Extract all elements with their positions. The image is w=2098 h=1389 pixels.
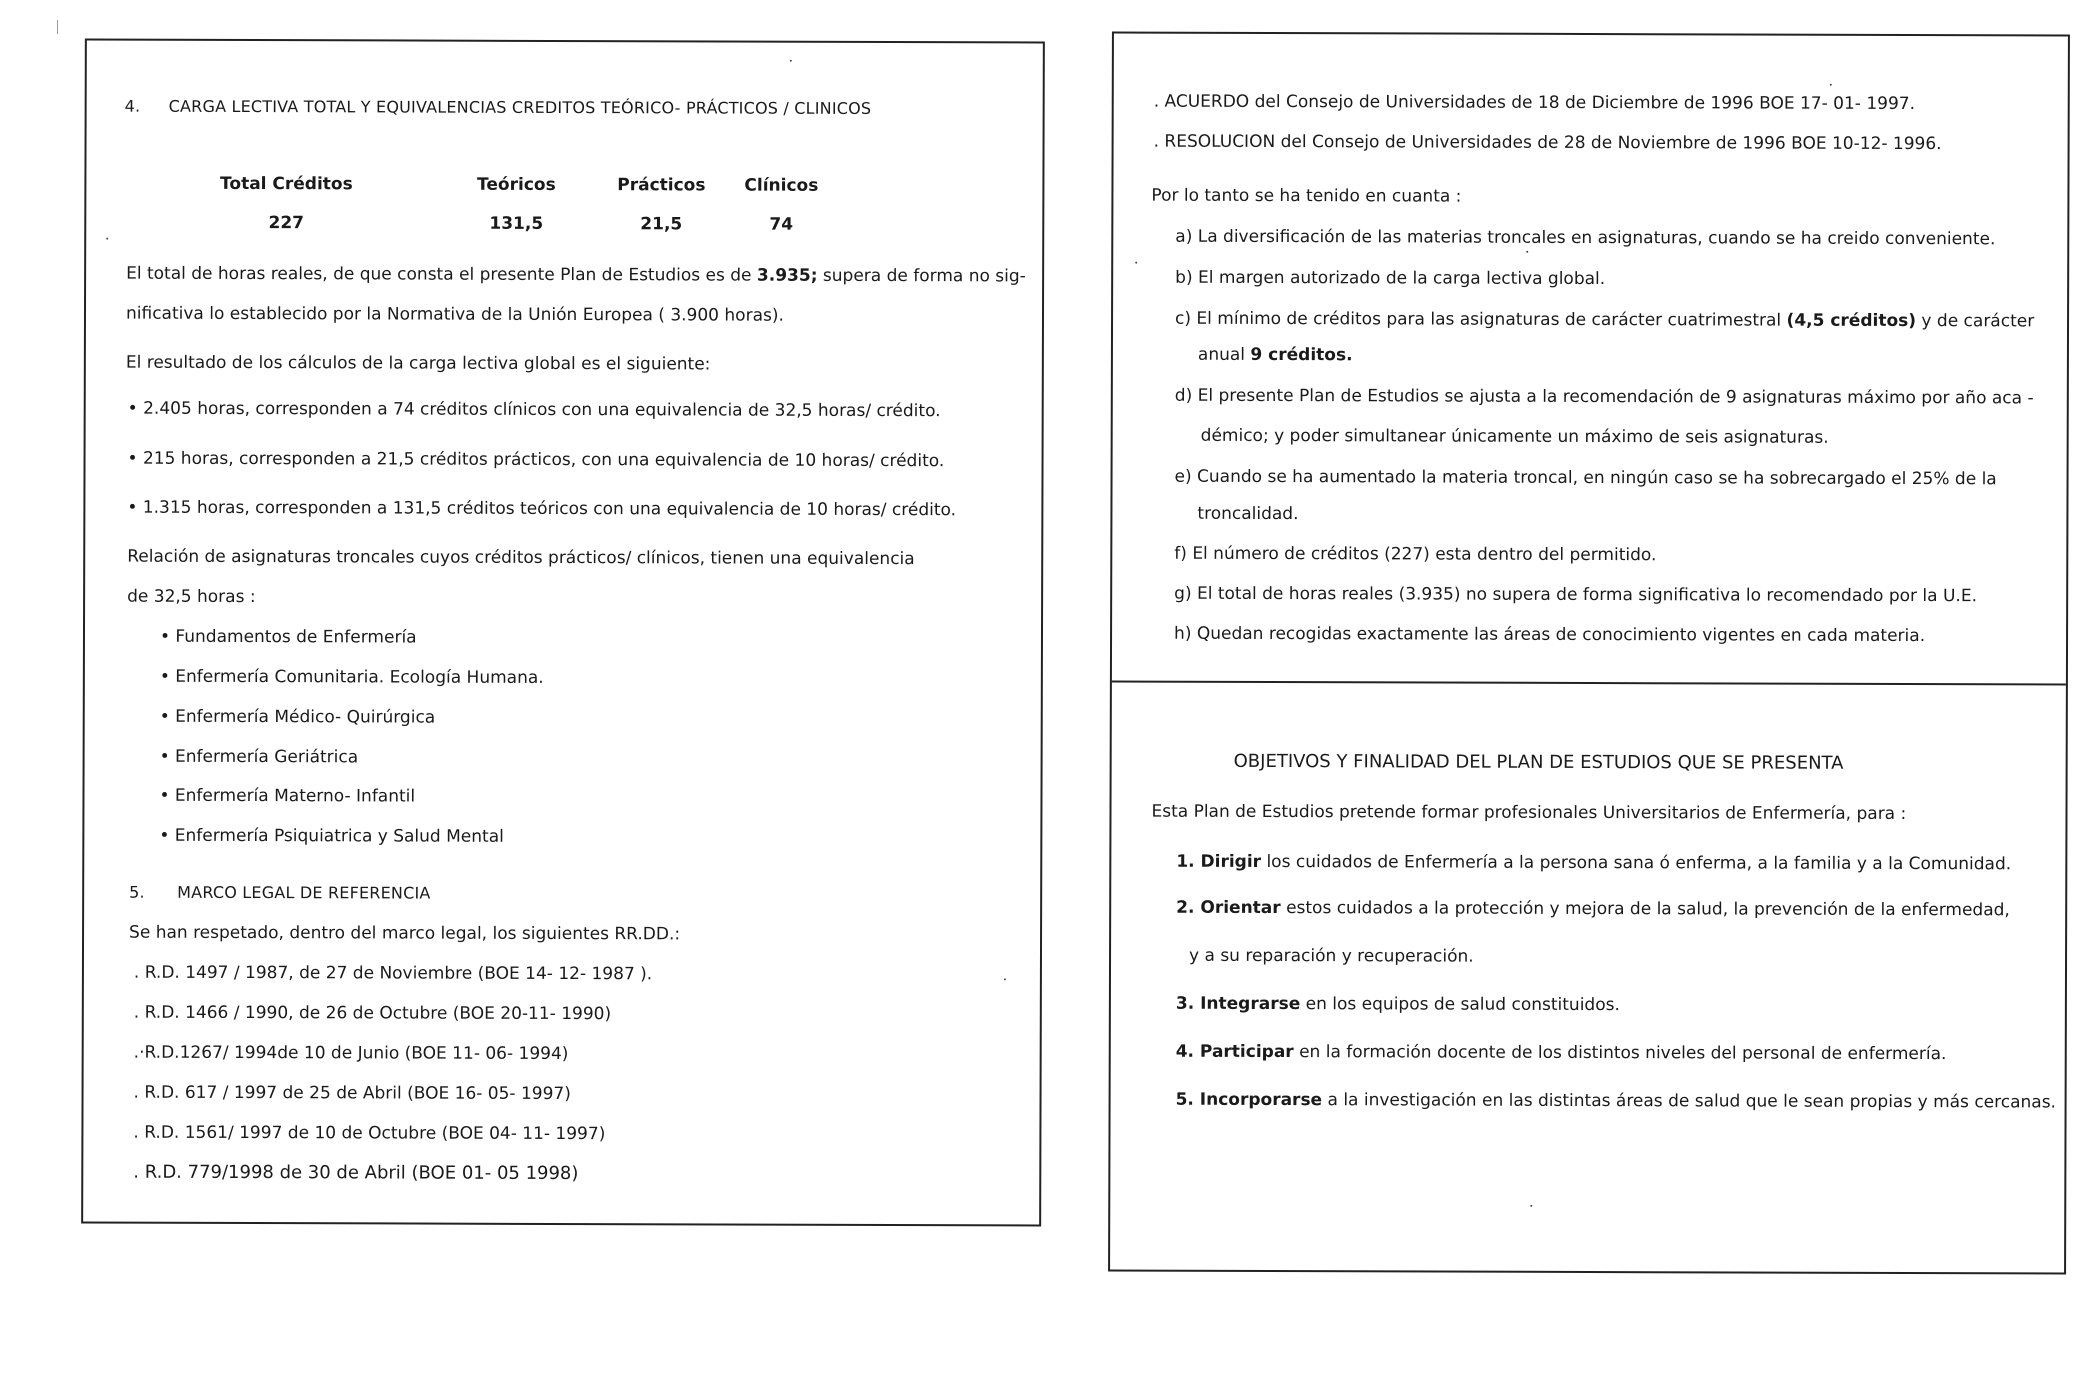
consideration-a: a) La diversificación de las materias troncales en asignaturas, cuando se ha creido conveniente. [1175, 226, 1996, 250]
section-4-number: 4. [124, 96, 141, 116]
subject-item: • Enfermería Psiquiatrica y Salud Mental [159, 825, 504, 847]
total-hours-value: 3.935; [756, 265, 818, 286]
objective-verb: 3. Integrarse [1175, 993, 1301, 1015]
objective-text: y a su reparación y recuperación. [1189, 945, 1474, 967]
value-total-credits: 227 [268, 213, 305, 234]
scan-speck [106, 238, 108, 240]
objective-verb: 4. Participar [1175, 1041, 1294, 1063]
consideration-d-cont: démico; y poder simultanear únicamente un máximo de seis asignaturas. [1200, 425, 1829, 448]
consideration-e: e) Cuando se ha aumentado la materia troncal, en ningún caso se ha sobrecargado el 25% de la [1174, 466, 1997, 490]
consideration-f: f) El número de créditos (227) esta dentro del permitido. [1174, 543, 1657, 566]
objective-text: en los equipos de salud constituidos. [1300, 994, 1620, 1016]
decree-item: . R.D. 1466 / 1990, de 26 de Octubre (BOE 20-11- 1990) [133, 1002, 612, 1025]
objective-text: en la formación docente de los distintos niveles del personal de enfermería. [1293, 1042, 1947, 1065]
section-5-title: MARCO LEGAL DE REFERENCIA [177, 882, 431, 903]
header-practice: Prácticos [617, 175, 706, 196]
consideration-e-cont: troncalidad. [1197, 503, 1299, 525]
objective-item [1176, 1090, 2056, 1113]
section-divider [1112, 681, 2066, 686]
hours-bullet-clinical: • 2.405 horas, corresponden a 74 créditos clínicos con una equivalencia de 32,5 horas/ crédito. [127, 398, 941, 422]
objective-text: estos cuidados a la protección y mejora de la salud, la prevención de la enfermedad, [1280, 898, 2010, 921]
objective-text: los cuidados de Enfermería a la persona sana ó enferma, a la familia y a la Comunidad. [1261, 851, 2012, 875]
consideration-b: b) El margen autorizado de la carga lectiva global. [1175, 267, 1606, 290]
agreement-item: . ACUERDO del Consejo de Universidades de 18 de Diciembre de 1996 BOE 17- 01- 1997. [1153, 91, 1916, 115]
consideration-c-cont [1198, 345, 1353, 365]
left-page [81, 38, 1045, 1226]
objective-item-cont [1189, 946, 1474, 967]
subjects-intro: Relación de asignaturas troncales cuyos créditos prácticos/ clínicos, tienen una equivalencia [127, 546, 915, 570]
objective-verb: 2. Orientar [1176, 897, 1281, 919]
header-total-credits: Total Créditos [220, 173, 353, 195]
consideration-g: g) El total de horas reales (3.935) no supera de forma significativa lo recomendado por la U.E. [1174, 583, 1978, 607]
hours-bullet-theory: • 1.315 horas, corresponden a 131,5 créditos teóricos con una equivalencia de 10 horas/ crédito. [127, 497, 957, 521]
scan-speck [1526, 251, 1528, 253]
credits-value: 9 créditos. [1250, 344, 1353, 366]
objective-item [1176, 852, 2011, 875]
credits-value: (4,5 créditos) [1786, 310, 1917, 332]
value-theory: 131,5 [489, 213, 544, 234]
header-clinical: Clínicos [744, 175, 819, 196]
considerations-intro: Por lo tanto se ha tenido en cuanta : [1151, 185, 1462, 207]
scan-speck [1135, 262, 1137, 264]
calculation-intro: El resultado de los cálculos de la carga lectiva global es el siguiente: [125, 352, 711, 375]
decree-item: . R.D. 617 / 1997 de 25 de Abril (BOE 16- 05- 1997) [133, 1082, 571, 1105]
scan-speck [1530, 1205, 1532, 1207]
scan-edge-mark [57, 20, 58, 34]
scan-speck [1830, 84, 1832, 86]
decree-item: . R.D. 779/1998 de 30 de Abril (BOE 01- 05 1998) [133, 1161, 579, 1185]
hours-bullet-practical: • 215 horas, corresponden a 21,5 créditos prácticos, con una equivalencia de 10 horas/ crédito. [127, 448, 945, 472]
consideration-c [1175, 309, 2034, 332]
agreement-item: . RESOLUCION del Consejo de Universidades de 28 de Noviembre de 1996 BOE 10-12- 1996. [1153, 131, 1942, 155]
total-hours-paragraph [126, 264, 1026, 287]
subject-item: • Enfermería Materno- Infantil [159, 785, 416, 807]
objective-verb: 5. Incorporarse [1175, 1089, 1323, 1111]
text-run: El total de horas reales, de que consta el presente Plan de Estudios es de [126, 263, 757, 286]
objective-item [1176, 1042, 1947, 1064]
consideration-d: d) El presente Plan de Estudios se ajusta a la recomendación de 9 asignaturas máximo por año aca - [1174, 385, 2034, 409]
objective-text: a la investigación en las distintas áreas de salud que le sean propias y más cercanas. [1322, 1090, 2057, 1113]
decree-item: . R.D. 1561/ 1997 de 10 de Octubre (BOE 04- 11- 1997) [133, 1122, 606, 1145]
legal-intro: Se han respetado, dentro del marco legal, los siguientes RR.DD.: [129, 922, 681, 945]
text-run: c) El mínimo de créditos para las asignaturas de carácter cuatrimestral [1175, 308, 1787, 331]
decree-item: . R.D. 1497 / 1987, de 27 de Noviembre (BOE 14- 12- 1987 ). [133, 962, 653, 985]
text-run: y de carácter [1916, 311, 2035, 332]
subject-item: • Enfermería Comunitaria. Ecología Humana. [159, 666, 544, 688]
value-practice: 21,5 [640, 214, 683, 235]
subject-item: • Fundamentos de Enfermería [159, 626, 417, 648]
section-5-number: 5. [129, 882, 145, 902]
header-theory: Teóricos [477, 174, 556, 195]
objective-item [1176, 994, 1620, 1015]
objectives-title: OBJETIVOS Y FINALIDAD DEL PLAN DE ESTUDIOS QUE SE PRESENTA [1233, 750, 1844, 774]
objectives-intro: Esta Plan de Estudios pretende formar profesionales Universitarios de Enfermería, para : [1151, 801, 1907, 824]
scan-speck [790, 60, 792, 62]
consideration-h: h) Quedan recogidas exactamente las áreas de conocimiento vigentes en cada materia. [1174, 623, 1926, 647]
text-run: anual [1197, 344, 1251, 365]
scan-speck [1004, 978, 1006, 980]
text-run: supera de forma no sig- [817, 265, 1026, 287]
value-clinical: 74 [769, 214, 794, 235]
subjects-intro-cont: de 32,5 horas : [127, 586, 256, 608]
total-hours-paragraph-cont: nificativa lo establecido por la Normativa de la Unión Europea ( 3.900 horas). [125, 303, 784, 326]
subject-item: • Enfermería Médico- Quirúrgica [159, 706, 436, 728]
decree-item: .·R.D.1267/ 1994de 10 de Junio (BOE 11- 06- 1994) [133, 1042, 569, 1065]
section-4-title: CARGA LECTIVA TOTAL Y EQUIVALENCIAS CREDITOS TEÓRICO- PRÁCTICOS / CLINICOS [168, 96, 872, 118]
objective-verb: 1. Dirigir [1176, 851, 1262, 872]
right-page [1108, 31, 2070, 1274]
subject-item: • Enfermería Geriátrica [159, 746, 359, 768]
objective-item [1176, 898, 2010, 921]
